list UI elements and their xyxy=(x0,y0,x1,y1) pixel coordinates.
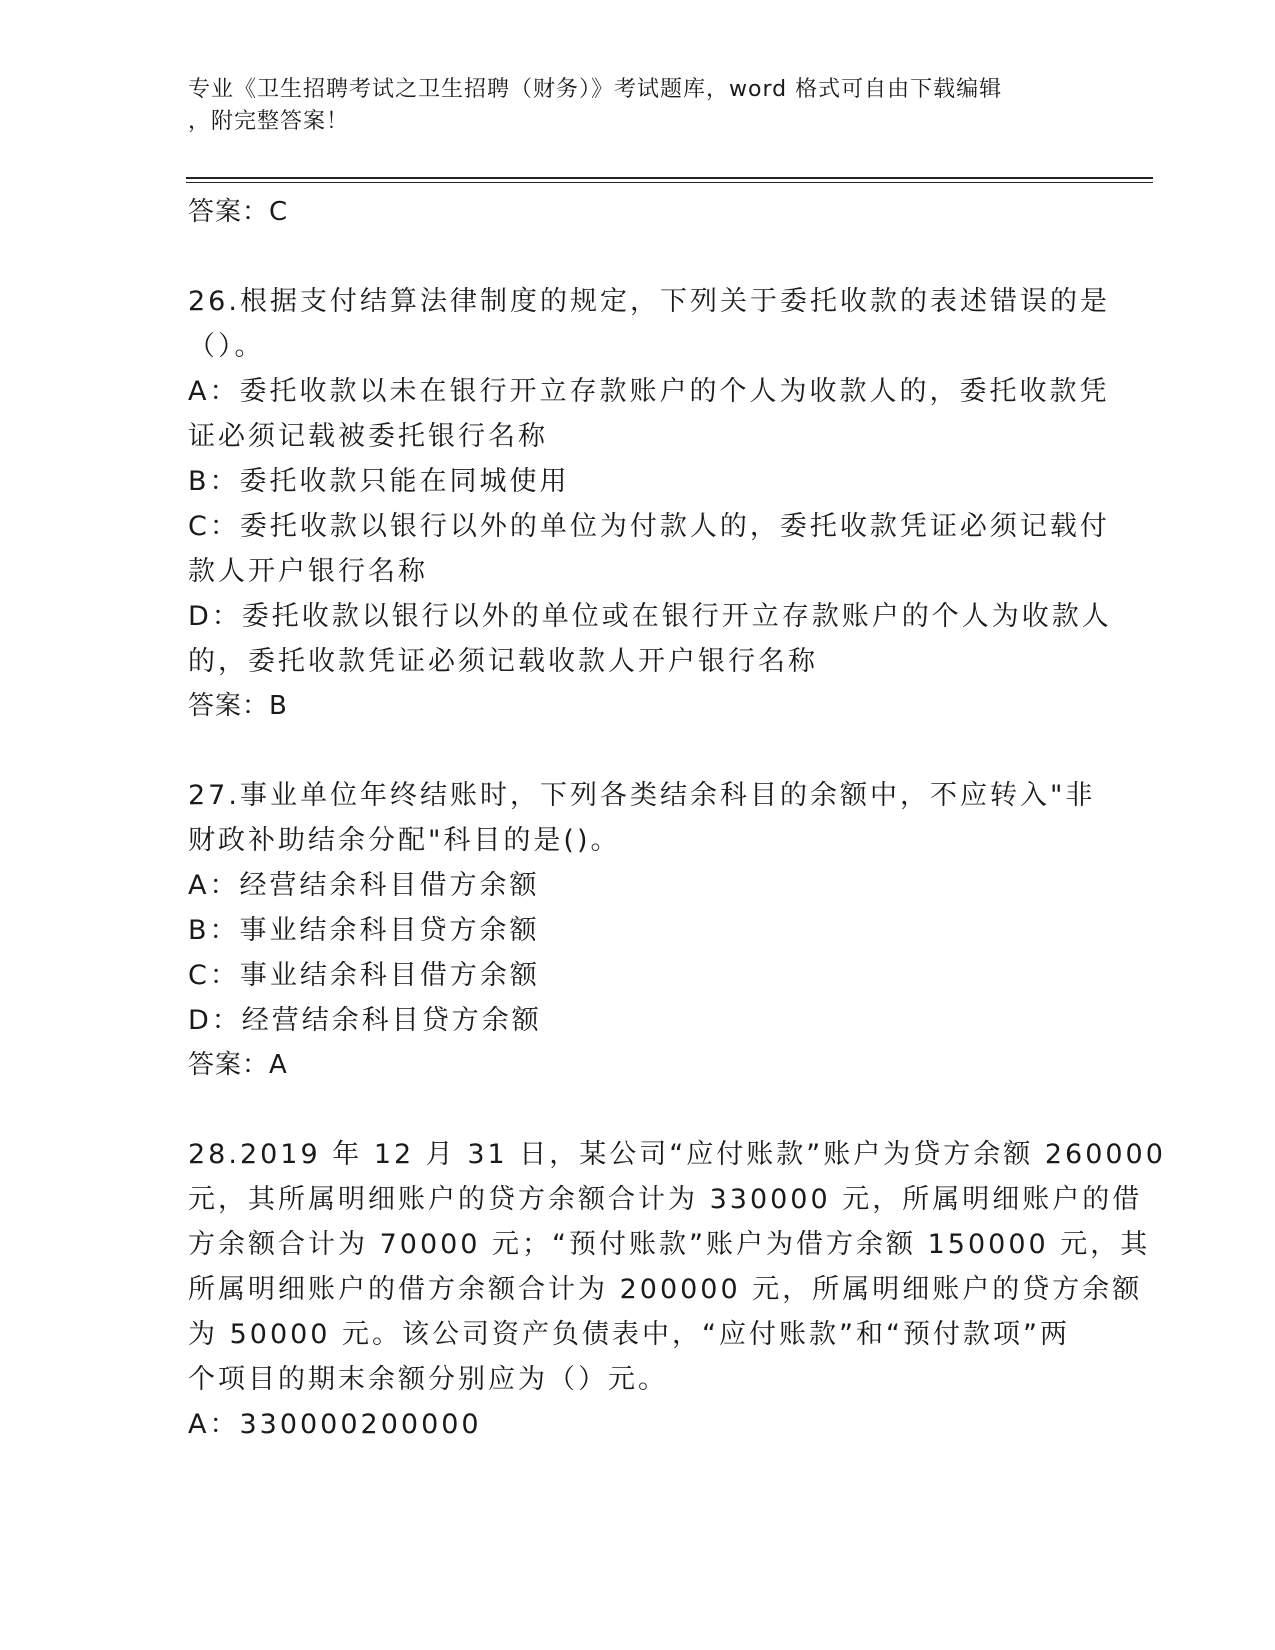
question-26-stem-line-1: 26.根据支付结算法律制度的规定，下列关于委托收款的表述错误的是 xyxy=(188,286,1110,317)
page-header xyxy=(188,74,1068,138)
question-26-answer: 答案：B xyxy=(188,691,288,721)
question-content xyxy=(188,190,1166,1447)
header-rule-thin xyxy=(186,182,1153,183)
question-27-stem-line-1: 27.事业单位年终结账时，下列各类结余科目的余额中，不应转入"非 xyxy=(188,780,1096,811)
question-26-stem-line-2: （）。 xyxy=(188,331,265,362)
question-28-stem-line-5: 为 50000 元。该公司资产负债表中，“应付账款”和“预付款项”两 xyxy=(188,1319,1071,1350)
question-26-option-b: B：委托收款只能在同城使用 xyxy=(188,466,570,497)
question-27-answer: 答案：A xyxy=(188,1050,288,1080)
question-28-stem-line-3: 方余额合计为 70000 元；“预付账款”账户为借方余额 150000 元，其 xyxy=(188,1229,1151,1260)
question-28 xyxy=(188,1132,1166,1447)
answer-previous: 答案：C xyxy=(188,197,289,227)
question-28-stem-line-6: 个项目的期末余额分别应为（）元。 xyxy=(188,1364,668,1395)
question-28-option-a: A：330000200000 xyxy=(188,1409,482,1440)
question-26 xyxy=(188,279,1112,729)
header-line-2: ，附完整答案！ xyxy=(188,109,350,134)
question-26-option-c-line-2: 款人开户银行名称 xyxy=(188,556,428,587)
question-26-option-d-line-1: D：委托收款以银行以外的单位或在银行开立存款账户的个人为收款人 xyxy=(188,601,1112,632)
question-28-stem-line-1: 28.2019 年 12 月 31 日，某公司“应付账款”账户为贷方余额 260000 xyxy=(188,1139,1166,1170)
question-26-option-c-line-1: C：委托收款以银行以外的单位为付款人的，委托收款凭证必须记载付 xyxy=(188,511,1110,542)
question-27-option-c: C：事业结余科目借方余额 xyxy=(188,960,540,991)
header-rule-thick xyxy=(186,177,1153,179)
question-27-option-d: D：经营结余科目贷方余额 xyxy=(188,1005,542,1036)
question-27-option-a: A：经营结余科目借方余额 xyxy=(188,870,540,901)
question-26-option-a-line-1: A：委托收款以未在银行开立存款账户的个人为收款人的，委托收款凭 xyxy=(188,376,1110,407)
question-27-option-b: B：事业结余科目贷方余额 xyxy=(188,915,540,946)
header-line-1: 专业《卫生招聘考试之卫生招聘（财务）》考试题库，word 格式可自由下载编辑 xyxy=(188,77,1003,102)
question-26-option-a-line-2: 证必须记载被委托银行名称 xyxy=(188,421,548,452)
question-27 xyxy=(188,773,1096,1088)
question-28-stem-line-4: 所属明细账户的借方余额合计为 200000 元，所属明细账户的贷方余额 xyxy=(188,1274,1143,1305)
question-27-stem-line-2: 财政补助结余分配"科目的是()。 xyxy=(188,825,621,856)
question-28-stem-line-2: 元，其所属明细账户的贷方余额合计为 330000 元，所属明细账户的借 xyxy=(188,1184,1143,1215)
question-26-option-d-line-2: 的，委托收款凭证必须记载收款人开户银行名称 xyxy=(188,646,818,677)
